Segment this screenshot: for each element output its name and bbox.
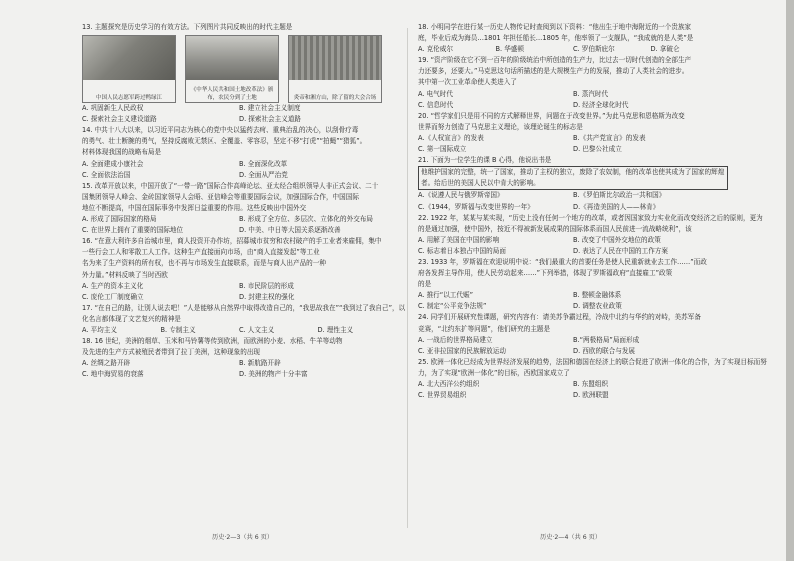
question-text: 材料体现我国的战略布局是 (82, 148, 162, 157)
question-13: 13. 主题探究是历史学习的有效方法。下列图片共同反映出的时代主题是 (82, 23, 293, 31)
options: A. 平均主义 B. 专制主义 C. 人文主义 D. 理性主义 (82, 325, 354, 334)
photo-caption: 《中华人民共和国土地改革法》颁布，农民分到了土地 (186, 87, 278, 102)
photo-assembly (288, 35, 382, 103)
options: A.《说遵人民与俄罗斯帝国》 B.《罗伯斯比尔政治一共和国》 (418, 191, 666, 200)
question-text: 的是通过加强，使中国外，按近不得被新发展成果的国际体系而国人民前进一流战略统利”，该 (418, 224, 692, 233)
options: A. 电气时代 B. 蒸汽时代 (418, 89, 609, 98)
page-number-right: 历史·2—4（共 6 页） (540, 534, 602, 541)
options: C. 亚非拉国家的民族解放运动 D. 西欧的联合与发展 (418, 346, 636, 355)
question-14: 14. 中共十八大以来，以习近平同志为核心的党中央以猛药去疴、重典治乱的决心，以刮骨疗毒 (82, 126, 359, 135)
options: C. 制定“公平竞争法规” D. 调整农业政策 (418, 302, 622, 311)
question-text: 府各发挥主导作用，使人民劳动起来……”下列举措，体现了罗斯福政府“直接雇工”政策 (418, 269, 673, 278)
question-18r: 18. 小明同学在进行某一历史人物传记时查阅到以下资料：“他出生于地中海附近的一个贵族家 (418, 23, 692, 31)
question-24: 24. 同学们开展研究性课题，研究内容有：请美苏争霸过程，冷战中北约与华约的对峙，美苏军备 (418, 313, 701, 322)
question-25: 25. 欧洲一体化已经成为世界经济发展的趋势，法国和德国在经济上的联合促进了欧洲一体化的合作，为了实现目标而努 (418, 357, 767, 366)
question-23: 23. 1933 年，罗斯福在欢迎说明中说：“我们最重大的首要任务是使人民重新就业去工作……”而政 (418, 257, 707, 266)
quote-box: 他维护国家的完整，统一了国家，推动了主权的独立，废除了农奴制，他的改革也使其成为了国家的辉煌 者。给后世的美国人民以中肯大的影响。 (418, 166, 728, 190)
question-20: 20. “哲学家们只是用不同的方式解释世界，问题在于改变世界。”为此马克思和恩格斯为改变 (418, 111, 685, 120)
scan-edge (786, 0, 794, 561)
options: A. 巩固新生人民政权 B. 建立社会主义制度 (82, 104, 301, 113)
question-text: 其中第一次工业革命使人类进入了 (418, 78, 517, 87)
options: C. 信息时代 D. 经济全球化时代 (418, 100, 629, 109)
question-16: 16. “在意大利许多自治城市里，商人投资开办作坊，招募城市贫穷和农村破产的手工业者来雇佣，集中 (82, 237, 382, 246)
photo-land-reform (185, 35, 279, 103)
question-15: 15. 改革开放以来，中国开放了“一带一路”国际合作高峰论坛、亚太经合组织领导人非正式会议、二十 (82, 181, 379, 190)
question-22: 22. 1922 年，某某与某实现，“历史上没有任何一个地方的改革，或者因国家致力实业化而改变经济之后的原则，更为 (418, 213, 763, 222)
question-text: 的是 (418, 280, 432, 289)
question-text: 庭，毕业后成为海员…1801 年担任船长…1805 年，他率领了一支舰队，“我成就的是人类”是 (418, 34, 694, 43)
question-text: 及先进的生产方式被殖民者带到了拉丁美洲，这种现象的出现 (82, 348, 261, 357)
options: C. 在世界上拥有了重要的国际地位 D. 中美、中日等大国关系逐渐改善 (82, 226, 341, 235)
options: A. 全面建成小康社会 B. 全面深化改革 (82, 159, 288, 168)
options: A. 推行“以工代赈” B. 整顿金融体系 (418, 291, 622, 300)
options: C. 第一国际成立 D. 巴黎公社成立 (418, 145, 622, 154)
options: A.《人权宣言》的发表 B.《共产党宣言》的发表 (418, 133, 646, 142)
options: A. 北大西洋公约组织 B. 东盟组织 (418, 380, 609, 388)
question-text: 一些行会工人和零散工人工作。这种生产直接面向市场，由“商人直接发起”等工业 (82, 248, 320, 257)
column-divider (407, 28, 408, 528)
options: A. 一战后的世界格局建立 B.“两极格局”局面形成 (418, 335, 640, 344)
question-21: 21. 下面为一位学生的课 B 心得，他说出书是 (418, 156, 552, 165)
options: C. 地中海贸易的衰落 D. 美洲的物产十分丰富 (82, 370, 308, 379)
question-19: 19. “资产阶级在它不到一百年的阶级统治中所创造的生产力，比过去一切时代创造的全部生产 (418, 56, 692, 65)
question-text: 世界而努力创造了马克思主义理论，该理论诞生的标志是 (418, 122, 583, 131)
photo-caption: 炎帝和湘方山，除了留的大会合场 (289, 95, 381, 103)
question-text: 的勇气、壮士断腕的勇气，坚持反腐败无禁区、全覆盖、零容忍，坚定不移“打虎”“拍蝇”“猎狐”。 (82, 137, 367, 146)
question-text: 国集团领导人峰会、金砖国家领导人会晤、亚信峰会等重要国际会议，加强国际合作，中国国际 (82, 192, 359, 201)
options: A. 克伦威尔 B. 华盛顿 C. 罗伯斯庇尔 D. 拿破仑 (418, 45, 680, 54)
options: A. 形成了国际国家的格局 B. 形成了全方位、多层次、立体化的外交布局 (82, 215, 373, 224)
right-column (418, 22, 767, 401)
question-text: 地位不断提高，中国在国际事务中发挥日益重要的作用。这些反映出中国外交 (82, 203, 307, 212)
question-text: 力，为了实现“欧洲一体化”的目标，西欧国家成立了 (418, 368, 570, 377)
options: A. 丝绸之路开辟 B. 新航路开辟 (82, 359, 281, 368)
options: C. 探索社会主义建设道路 D. 探索社会主义道路 (82, 115, 302, 124)
options: C.《1944，罗斯福与改变世界的一年》 D.《再造美国的人——林肯》 (418, 202, 660, 211)
photo-volunteer-army (82, 35, 176, 103)
question-text: 化名言都体现了文艺复兴的精神是 (82, 314, 181, 323)
question-text: 外力量。”材料反映了当时西欧 (82, 270, 168, 279)
options: C. 世界贸易组织 D. 欧洲联盟 (418, 391, 609, 400)
question-text: 竞赛，“北约东扩等问题”，他们研究的主题是 (418, 324, 551, 333)
options: C. 全面依法治国 D. 全面从严治党 (82, 170, 288, 179)
left-column (82, 22, 406, 380)
options: A. 用解了美国在中国的影响 B. 改变了中国外交地位的政策 (418, 235, 661, 244)
photo-caption: 中国人民志愿军跨过鸭绿江 (83, 95, 175, 103)
options: C. 庞伦工厂制度确立 D. 封建主权的强化 (82, 292, 295, 301)
options: C. 标志着日本独占中国的局面 D. 表达了人民在中国的工作方案 (418, 246, 668, 255)
options: A. 生产的资本主义化 B. 市民阶层的形成 (82, 281, 294, 290)
question-17: 17. “在自己的路，让别人说去吧！”人是能够从自然界中取得改造自己的，“我思故我在”“我到过了我自己”，以 (82, 303, 406, 312)
question-text: 力还要多，还要大。”马克思这句话所描述的是大规模生产力的发展，推动了人类社会的进步。 (418, 67, 689, 76)
page-number-left: 历史·2—3（共 6 页） (212, 534, 274, 541)
question-text: 名为来了生产资料的所有权，也不再与市场发生直接联系，而是与商人出产品的一种 (82, 259, 326, 268)
question-18: 18. 16 世纪，美洲的烟草、玉米和马铃薯等传到欧洲，而欧洲的小麦、水稻、牛羊等动物 (82, 337, 343, 346)
question-13-images (82, 35, 396, 101)
